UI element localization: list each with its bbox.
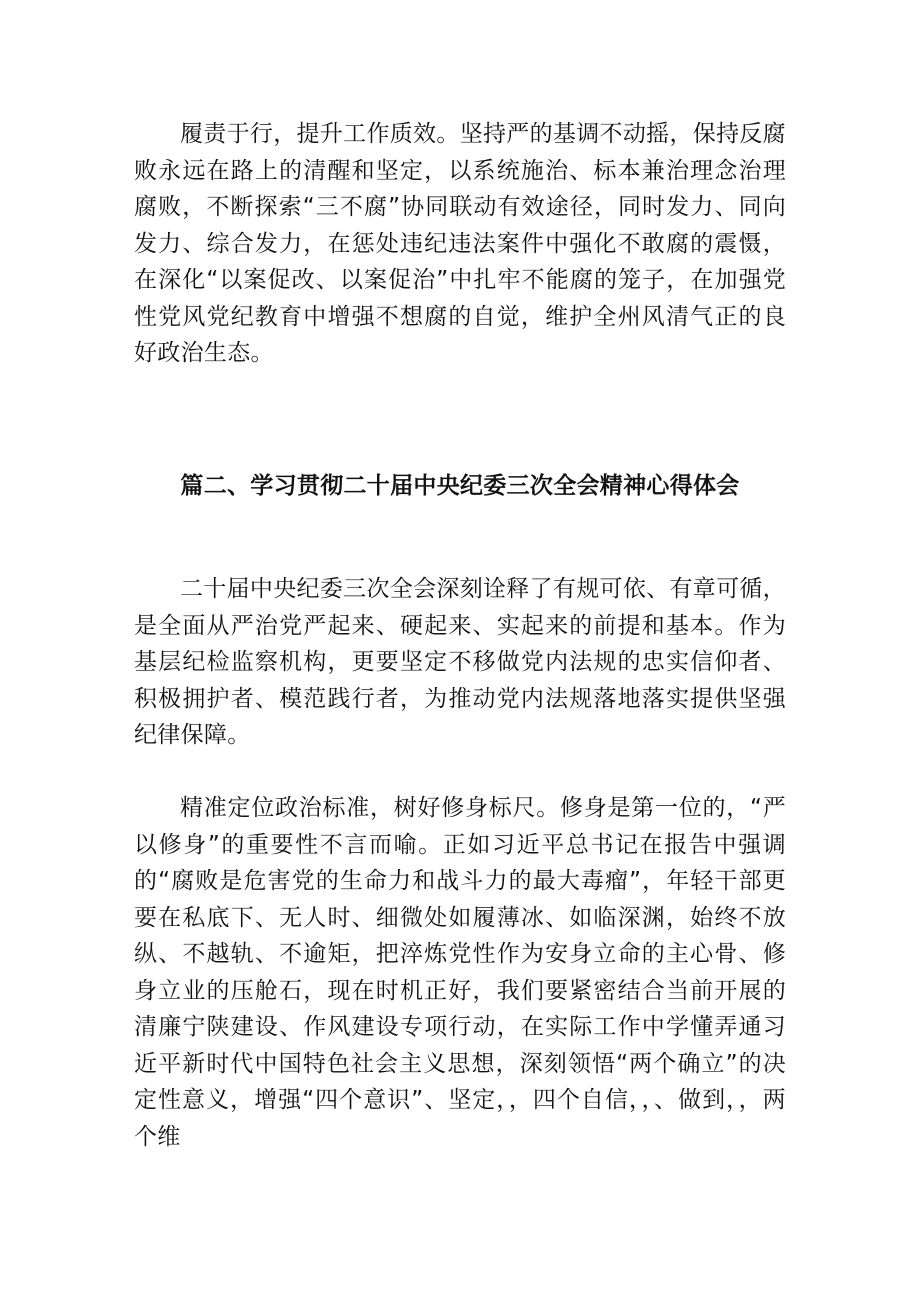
section-heading: 篇二、学习贯彻二十届中央纪委三次全会精神心得体会 bbox=[180, 473, 740, 499]
paragraph-3: 精准定位政治标准，树好修身标尺。修身是第一位的，“严以修身”的重要性不言而喻。正如习近平总书记在报告中强调的“腐败是危害党的生命力和战斗力的最大毒瘤”，年轻干部更要在私底下、无人时、细微处如履薄冰、如临深渊，始终不放纵、不越轨、不逾矩，把淬炼党性作为安身立命的主心骨、修身立业的压舱石，现在时机正好，我们要紧密结合当前开展的清廉宁陕建设、作风建设专项行动，在实际工作中学懂弄通习近平新时代中国特色社会主义思想，深刻领悟“两个确立”的决定性意义，增强“四个意识”、坚定，，四个自信，，、做到，，两个维 bbox=[134, 795, 786, 1150]
paragraph-1: 履责于行，提升工作质效。坚持严的基调不动摇，保持反腐败永远在路上的清醒和坚定，以系统施治、标本兼治理念治理腐败，不断探索“三不腐”协同联动有效途径，同时发力、同向发力、综合发力，在惩处违纪违法案件中强化不敢腐的震慑，在深化“以案促改、以案促治”中扎牢不能腐的笼子，在加强党性党风党纪教育中增强不想腐的自觉，维护全州风清气正的良好政治生态。 bbox=[134, 121, 786, 366]
paragraph-2: 二十届中央纪委三次全会深刻诠释了有规可依、有章可循，是全面从严治党严起来、硬起来、实起来的前提和基本。作为基层纪检监察机构，更要坚定不移做党内法规的忠实信仰者、积极拥护者、模范践行者，为推动党内法规落地落实提供坚强纪律保障。 bbox=[134, 576, 786, 748]
